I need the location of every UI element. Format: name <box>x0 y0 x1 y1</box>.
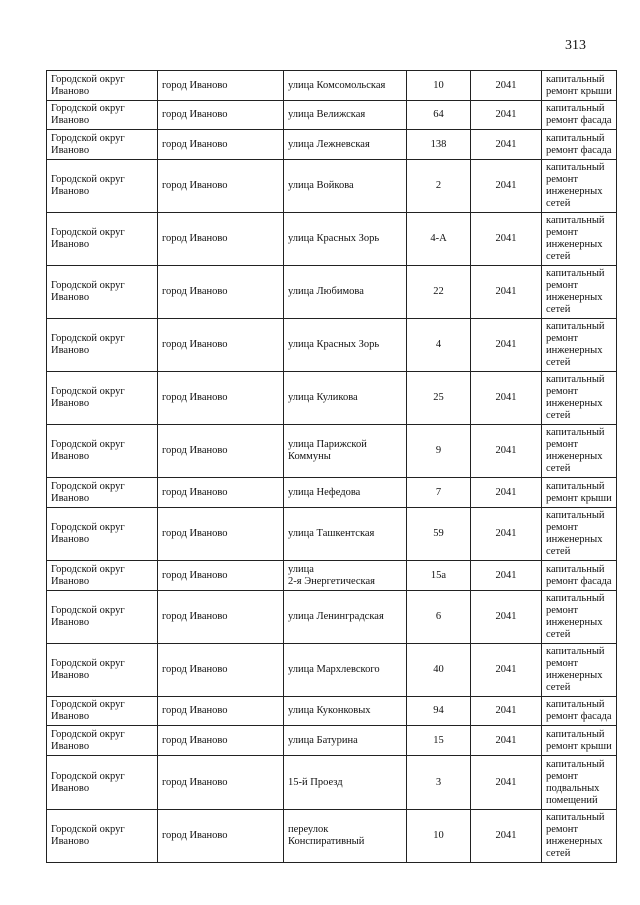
table-row <box>47 101 617 130</box>
cell-street: улица Комсомольская <box>284 71 407 101</box>
cell-settlement: город Иваново <box>158 810 284 863</box>
cell-street: улица Любимова <box>284 266 407 319</box>
table-row <box>47 425 617 478</box>
cell-municipal-district: Городской округ Иваново <box>47 726 158 756</box>
table-row <box>47 213 617 266</box>
cell-work-type: капитальный ремонт инженерных сетей <box>542 319 617 372</box>
cell-work-type: капитальный ремонт крыши <box>542 726 617 756</box>
cell-street: улица Лежневская <box>284 130 407 160</box>
cell-municipal-district: Городской округ Иваново <box>47 213 158 266</box>
cell-work-type: капитальный ремонт инженерных сетей <box>542 372 617 425</box>
cell-settlement: город Иваново <box>158 130 284 160</box>
cell-municipal-district: Городской округ Иваново <box>47 756 158 810</box>
cell-work-type: капитальный ремонт инженерных сетей <box>542 266 617 319</box>
table-row <box>47 372 617 425</box>
table-row <box>47 160 617 213</box>
cell-work-type: капитальный ремонт инженерных сетей <box>542 591 617 644</box>
cell-house-number: 6 <box>407 591 471 644</box>
cell-planned-year: 2041 <box>471 726 542 756</box>
cell-house-number: 10 <box>407 810 471 863</box>
cell-street: улица 2-я Энергетическая <box>284 561 407 591</box>
cell-house-number: 15 <box>407 726 471 756</box>
cell-planned-year: 2041 <box>471 130 542 160</box>
table-row <box>47 130 617 160</box>
cell-house-number: 59 <box>407 508 471 561</box>
cell-settlement: город Иваново <box>158 71 284 101</box>
cell-street: улица Ленинградская <box>284 591 407 644</box>
cell-planned-year: 2041 <box>471 697 542 726</box>
table-row <box>47 508 617 561</box>
cell-street: улица Войкова <box>284 160 407 213</box>
cell-municipal-district: Городской округ Иваново <box>47 561 158 591</box>
cell-municipal-district: Городской округ Иваново <box>47 266 158 319</box>
cell-settlement: город Иваново <box>158 561 284 591</box>
cell-planned-year: 2041 <box>471 591 542 644</box>
cell-planned-year: 2041 <box>471 266 542 319</box>
cell-municipal-district: Городской округ Иваново <box>47 372 158 425</box>
table-body <box>47 71 617 863</box>
table-row <box>47 591 617 644</box>
repair-registry-table <box>46 70 617 863</box>
cell-work-type: капитальный ремонт фасада <box>542 697 617 726</box>
cell-street: улица Куконковых <box>284 697 407 726</box>
cell-settlement: город Иваново <box>158 644 284 697</box>
cell-settlement: город Иваново <box>158 213 284 266</box>
cell-work-type: капитальный ремонт инженерных сетей <box>542 644 617 697</box>
cell-planned-year: 2041 <box>471 101 542 130</box>
cell-planned-year: 2041 <box>471 810 542 863</box>
table-row <box>47 71 617 101</box>
cell-street: улица Мархлевского <box>284 644 407 697</box>
page-number: 313 <box>565 38 586 53</box>
cell-municipal-district: Городской округ Иваново <box>47 478 158 508</box>
cell-house-number: 15а <box>407 561 471 591</box>
cell-settlement: город Иваново <box>158 101 284 130</box>
cell-work-type: капитальный ремонт инженерных сетей <box>542 213 617 266</box>
cell-planned-year: 2041 <box>471 319 542 372</box>
cell-settlement: город Иваново <box>158 697 284 726</box>
cell-municipal-district: Городской округ Иваново <box>47 160 158 213</box>
cell-planned-year: 2041 <box>471 561 542 591</box>
cell-street: улица Красных Зорь <box>284 319 407 372</box>
cell-municipal-district: Городской округ Иваново <box>47 101 158 130</box>
table-row <box>47 319 617 372</box>
cell-house-number: 2 <box>407 160 471 213</box>
cell-planned-year: 2041 <box>471 478 542 508</box>
table-row <box>47 644 617 697</box>
cell-work-type: капитальный ремонт инженерных сетей <box>542 160 617 213</box>
cell-settlement: город Иваново <box>158 478 284 508</box>
cell-settlement: город Иваново <box>158 756 284 810</box>
table-row <box>47 810 617 863</box>
cell-house-number: 9 <box>407 425 471 478</box>
cell-planned-year: 2041 <box>471 160 542 213</box>
cell-street: улица Нефедова <box>284 478 407 508</box>
cell-work-type: капитальный ремонт инженерных сетей <box>542 425 617 478</box>
cell-work-type: капитальный ремонт крыши <box>542 71 617 101</box>
cell-house-number: 25 <box>407 372 471 425</box>
cell-house-number: 138 <box>407 130 471 160</box>
cell-planned-year: 2041 <box>471 756 542 810</box>
cell-settlement: город Иваново <box>158 591 284 644</box>
cell-municipal-district: Городской округ Иваново <box>47 71 158 101</box>
cell-work-type: капитальный ремонт подвальных помещений <box>542 756 617 810</box>
cell-municipal-district: Городской округ Иваново <box>47 697 158 726</box>
cell-planned-year: 2041 <box>471 508 542 561</box>
cell-settlement: город Иваново <box>158 508 284 561</box>
cell-settlement: город Иваново <box>158 726 284 756</box>
cell-house-number: 94 <box>407 697 471 726</box>
cell-street: переулок Конспиративный <box>284 810 407 863</box>
table-row <box>47 697 617 726</box>
cell-planned-year: 2041 <box>471 372 542 425</box>
cell-street: улица Батурина <box>284 726 407 756</box>
cell-street: улица Ташкентская <box>284 508 407 561</box>
cell-house-number: 4-А <box>407 213 471 266</box>
cell-settlement: город Иваново <box>158 425 284 478</box>
cell-house-number: 64 <box>407 101 471 130</box>
cell-work-type: капитальный ремонт фасада <box>542 130 617 160</box>
table-row <box>47 478 617 508</box>
cell-house-number: 22 <box>407 266 471 319</box>
cell-work-type: капитальный ремонт фасада <box>542 101 617 130</box>
cell-street: улица Велижская <box>284 101 407 130</box>
cell-house-number: 40 <box>407 644 471 697</box>
cell-work-type: капитальный ремонт инженерных сетей <box>542 508 617 561</box>
cell-house-number: 3 <box>407 756 471 810</box>
cell-planned-year: 2041 <box>471 213 542 266</box>
cell-street: улица Красных Зорь <box>284 213 407 266</box>
cell-settlement: город Иваново <box>158 160 284 213</box>
cell-planned-year: 2041 <box>471 425 542 478</box>
cell-municipal-district: Городской округ Иваново <box>47 425 158 478</box>
cell-municipal-district: Городской округ Иваново <box>47 508 158 561</box>
cell-house-number: 4 <box>407 319 471 372</box>
cell-street: улица Парижской Коммуны <box>284 425 407 478</box>
cell-municipal-district: Городской округ Иваново <box>47 319 158 372</box>
cell-settlement: город Иваново <box>158 319 284 372</box>
cell-street: 15-й Проезд <box>284 756 407 810</box>
cell-house-number: 7 <box>407 478 471 508</box>
cell-municipal-district: Городской округ Иваново <box>47 810 158 863</box>
table-row <box>47 561 617 591</box>
cell-house-number: 10 <box>407 71 471 101</box>
cell-municipal-district: Городской округ Иваново <box>47 644 158 697</box>
cell-work-type: капитальный ремонт фасада <box>542 561 617 591</box>
cell-planned-year: 2041 <box>471 71 542 101</box>
table-row <box>47 726 617 756</box>
table-row <box>47 266 617 319</box>
cell-work-type: капитальный ремонт крыши <box>542 478 617 508</box>
cell-settlement: город Иваново <box>158 266 284 319</box>
cell-settlement: город Иваново <box>158 372 284 425</box>
cell-street: улица Куликова <box>284 372 407 425</box>
cell-municipal-district: Городской округ Иваново <box>47 591 158 644</box>
cell-municipal-district: Городской округ Иваново <box>47 130 158 160</box>
cell-planned-year: 2041 <box>471 644 542 697</box>
cell-work-type: капитальный ремонт инженерных сетей <box>542 810 617 863</box>
table-row <box>47 756 617 810</box>
